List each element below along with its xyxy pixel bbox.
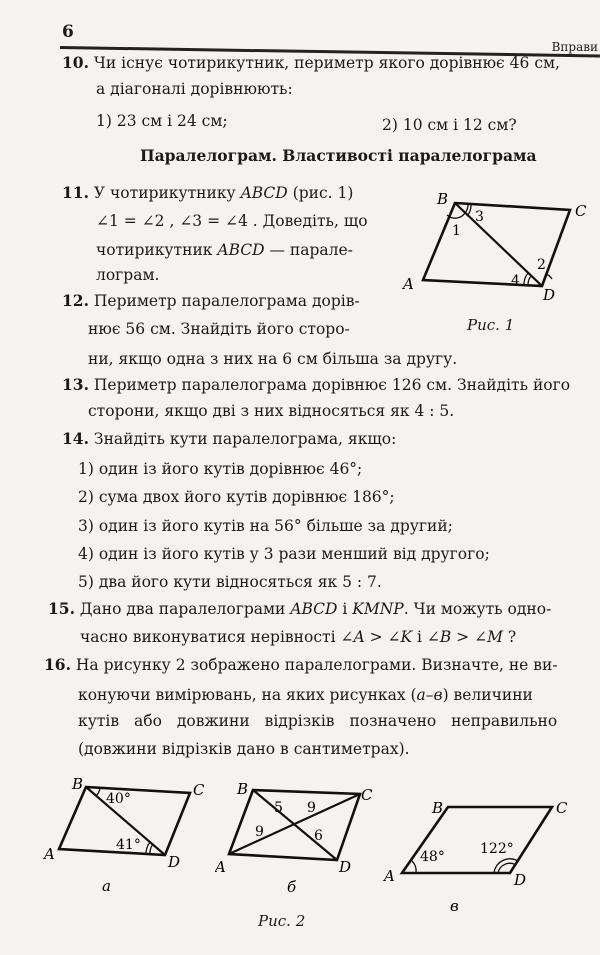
- exercise-14: [62, 426, 396, 452]
- angle-label-top: 40°: [106, 791, 131, 807]
- exercise-10-option-1: 1) 23 см і 24 см;: [96, 112, 228, 130]
- exercise-text: Периметр паралелограма дорівнює 126 см. Знайдіть його: [93, 376, 571, 394]
- exercise-10-option-2: 2) 10 см і 12 см?: [382, 116, 517, 134]
- vertex-c: C: [193, 781, 205, 799]
- exercise-15: [48, 596, 551, 622]
- figure-1-caption: Рис. 1: [467, 316, 515, 334]
- section-title: Паралелограм. Властивості паралелограма: [140, 146, 537, 165]
- exercise-text: Чи існує чотирикутник, периметр якого дорівнює 46 см,: [93, 54, 560, 72]
- exercise-11-line3: [96, 237, 353, 263]
- subfigure-label: б: [287, 878, 297, 896]
- exercise-text: (рис. 1): [287, 184, 354, 202]
- angle-48-arc: [412, 861, 416, 873]
- exercise-14-item-5: 5) два його кути відносяться як 5 : 7.: [78, 573, 382, 591]
- exercise-11-line4: лограм.: [96, 266, 160, 284]
- angle-4-arc-2: [524, 273, 528, 285]
- exercise-number: 16.: [44, 655, 71, 674]
- vertex-d: D: [543, 286, 556, 304]
- exercise-14-item-2: 2) сума двох його кутів дорівнює 186°;: [78, 488, 395, 506]
- exercise-number: 13.: [62, 375, 89, 394]
- exercise-text: Знайдіть кути паралелограма, якщо:: [93, 430, 397, 448]
- exercise-text: — парале-: [264, 241, 353, 259]
- vertex-c: C: [575, 202, 587, 220]
- figure-2-caption: Рис. 2: [258, 912, 306, 930]
- figure-1: [395, 188, 595, 308]
- exercise-14-item-1: 1) один із його кутів дорівнює 46°;: [78, 460, 363, 478]
- vertex-c: C: [361, 786, 373, 804]
- exercise-text: На рисунку 2 зображено паралелограми. Визначте, не ви-: [75, 656, 558, 674]
- exercise-10-line2: а діагоналі дорівнюють:: [96, 80, 293, 98]
- segment-oc-label: 9: [307, 800, 316, 816]
- exercise-12: [62, 288, 360, 314]
- exercise-10: [62, 50, 592, 76]
- segment-ao-label: 9: [255, 824, 264, 840]
- vertex-b: B: [237, 780, 249, 798]
- exercise-12-line2: нює 56 см. Знайдіть його сторо-: [88, 320, 350, 338]
- vertex-a: A: [403, 275, 414, 293]
- segment-bo-label: 5: [274, 800, 283, 816]
- angle-4-arc: [528, 276, 531, 285]
- exercise-text: і: [412, 628, 427, 646]
- exercise-14-item-3: 3) один із його кутів на 56° більше за другий;: [78, 517, 453, 535]
- subfigure-label: в: [450, 897, 459, 915]
- exercise-text: ?: [502, 628, 517, 646]
- vertex-d: D: [514, 871, 527, 889]
- exercise-text: конуючи вимірювань, на яких рисунках (: [78, 686, 417, 704]
- exercise-text: Дано два паралелограми: [79, 600, 291, 618]
- exercise-16: [44, 652, 558, 678]
- exercise-11: [62, 180, 353, 206]
- exercise-text: ) величини: [442, 686, 533, 704]
- exercise-number: 15.: [48, 599, 75, 618]
- inequality: ∠B > ∠M: [426, 628, 503, 646]
- vertex-a: A: [215, 858, 226, 876]
- figure-2c: [380, 795, 590, 915]
- vertex-a: A: [44, 845, 55, 863]
- exercise-15-line2: [80, 624, 516, 650]
- angle-2-arc: [546, 274, 552, 279]
- angle-label-d: 122°: [480, 841, 514, 857]
- vertex-b: B: [432, 799, 444, 817]
- exercise-13: [62, 372, 570, 398]
- angle-label-4: 4: [511, 273, 520, 289]
- exercise-text: Периметр паралелограма дорів-: [93, 292, 360, 310]
- angle-label-2: 2: [537, 257, 546, 273]
- page-number: 6: [62, 22, 74, 42]
- exercise-13-line2: сторони, якщо дві з них відносяться як 4 : 5.: [88, 402, 455, 420]
- vertex-c: C: [556, 799, 568, 817]
- segment-od-label: 6: [314, 828, 323, 844]
- subfigure-label: а: [102, 877, 111, 895]
- exercise-number: 10.: [62, 53, 89, 72]
- angle-label-1: 1: [452, 223, 461, 239]
- exercise-16-line4: (довжини відрізків дано в сантиметрах).: [78, 740, 410, 758]
- exercise-16-line3: кутів або довжини відрізків позначено неправильно: [78, 712, 558, 730]
- figure-2b: [215, 780, 385, 900]
- exercise-number: 12.: [62, 291, 89, 310]
- quad-name: ABCD: [240, 184, 288, 202]
- exercise-text: часно виконуватися нерівності: [80, 628, 341, 646]
- exercise-text: і: [337, 600, 353, 618]
- quad-name: ABCD: [290, 600, 338, 618]
- exercise-text: чотирикутник: [96, 241, 218, 259]
- exercise-number: 11.: [62, 183, 89, 202]
- figure-range: а–в: [416, 686, 443, 704]
- diagonal-bd: [253, 790, 337, 860]
- vertex-b: B: [72, 775, 84, 793]
- exercise-14-item-4: 4) один із його кутів у 3 рази менший від другого;: [78, 545, 490, 563]
- angle-label-3: 3: [475, 209, 484, 225]
- exercise-11-line2: ∠1 = ∠2 , ∠3 = ∠4 . Доведіть, що: [96, 212, 368, 230]
- vertex-b: B: [437, 190, 449, 208]
- vertex-d: D: [168, 853, 181, 871]
- vertex-d: D: [339, 858, 352, 876]
- exercise-12-line3: ни, якщо одна з них на 6 см більша за другу.: [88, 350, 458, 368]
- vertex-a: A: [384, 867, 395, 885]
- figure-2a: [40, 775, 220, 895]
- angle-3-arc: [465, 205, 468, 213]
- exercise-text: У чотирикутнику: [93, 184, 241, 202]
- exercise-16-line2: [78, 682, 533, 708]
- exercise-number: 14.: [62, 429, 89, 448]
- angle-label-a: 48°: [420, 849, 445, 865]
- quad-name: ABCD: [217, 241, 265, 259]
- running-head: Вправи: [551, 40, 598, 54]
- quad-name: KMNP: [352, 600, 404, 618]
- inequality: ∠A > ∠K: [340, 628, 413, 646]
- parallelogram: [423, 203, 570, 286]
- exercise-text: . Чи можуть одно-: [403, 600, 552, 618]
- angle-label-bottom: 41°: [116, 837, 141, 853]
- angle-40-arc: [96, 788, 100, 796]
